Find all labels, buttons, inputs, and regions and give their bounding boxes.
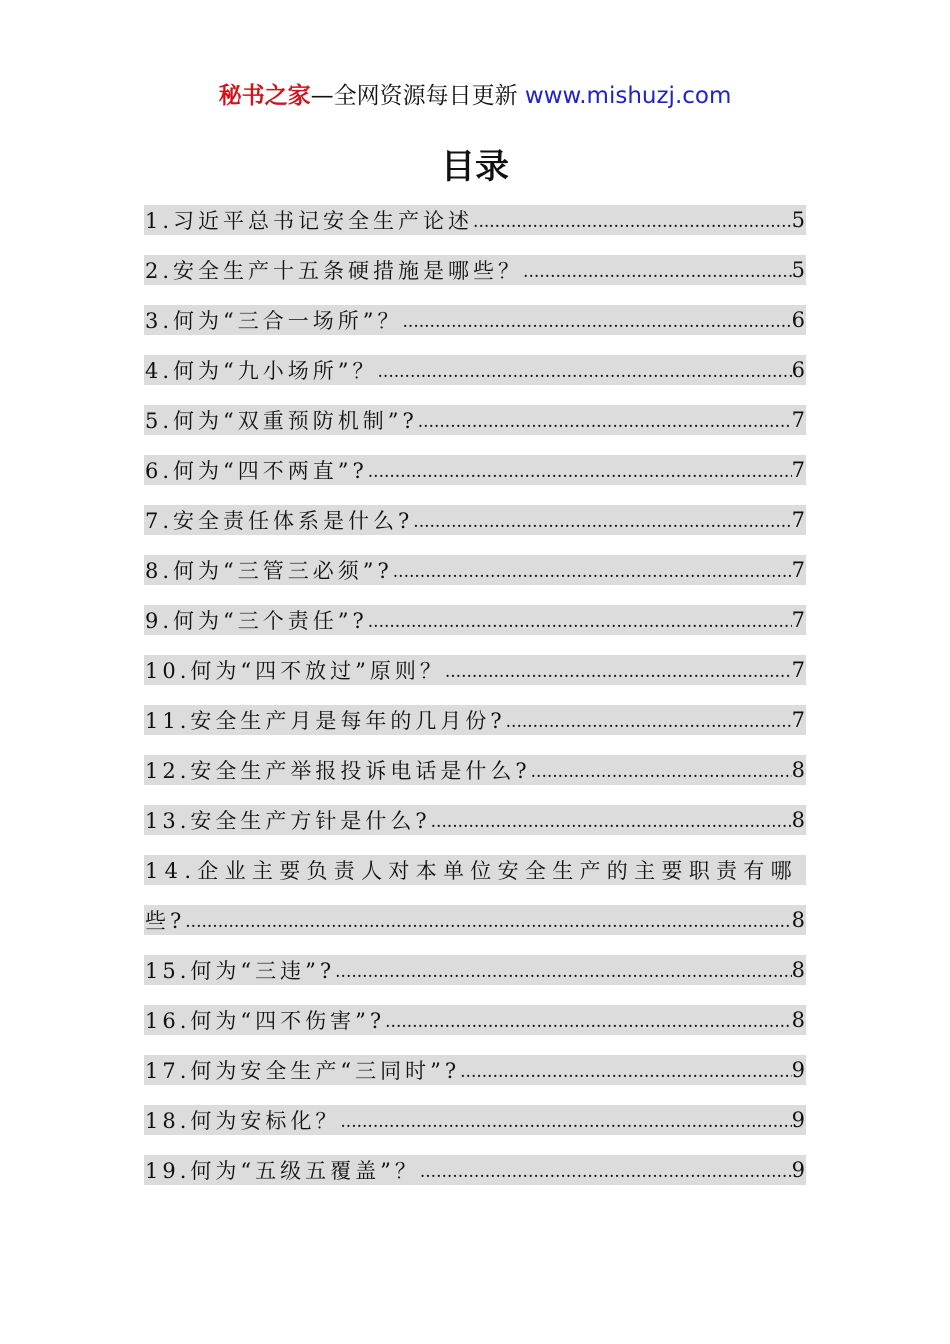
toc-entry[interactable]: [144, 255, 806, 285]
toc-entry[interactable]: [144, 205, 806, 235]
table-of-contents: [144, 205, 806, 1205]
toc-leader: [403, 308, 792, 332]
toc-entry[interactable]: [144, 1105, 806, 1135]
toc-entry-text: 10.何为“四不放过”原则？: [145, 659, 445, 683]
toc-entry[interactable]: [144, 455, 806, 485]
toc-entry-text: 些?: [145, 909, 186, 933]
toc-entry-text: 7.安全责任体系是什么?: [145, 509, 414, 533]
toc-entry[interactable]: [144, 805, 806, 835]
toc-entry-text: 11.安全生产月是每年的几月份?: [145, 709, 506, 733]
toc-entry[interactable]: [144, 555, 806, 585]
toc-entry-text: 14.企业主要负责人对本单位安全生产的主要职责有哪: [145, 859, 798, 883]
toc-entry-text: 13.安全生产方针是什么?: [145, 809, 431, 833]
toc-entry-text: 18.何为安标化？: [145, 1109, 341, 1133]
toc-entry-text: 9.何为“三个责任”?: [145, 609, 368, 633]
toc-page-number: 8: [791, 808, 805, 832]
toc-page-number: 9: [791, 1158, 805, 1182]
toc-page-number: 7: [791, 658, 805, 682]
toc-page-number: 5: [791, 208, 805, 232]
toc-entry-text: 19.何为“五级五覆盖”？: [145, 1159, 420, 1183]
toc-entry[interactable]: [144, 505, 806, 535]
toc-entry-text: 16.何为“四不伤害”?: [145, 1009, 386, 1033]
toc-page-number: 9: [791, 1058, 805, 1082]
toc-entry-text: 2.安全生产十五条硬措施是哪些？: [145, 259, 524, 283]
toc-page-number: 6: [791, 308, 805, 332]
toc-page-number: 8: [791, 958, 805, 982]
toc-page-number: 5: [791, 258, 805, 282]
toc-entry-text: 4.何为“九小场所”？: [145, 359, 378, 383]
toc-leader: [523, 258, 792, 282]
toc-leader: [473, 208, 792, 232]
toc-page-number: 7: [791, 558, 805, 582]
toc-leader: [378, 358, 792, 382]
toc-entry-text: 6.何为“四不两直”?: [145, 459, 368, 483]
toc-page-number: 7: [791, 508, 805, 532]
toc-entry[interactable]: [144, 955, 806, 985]
toc-entry-text: 8.何为“三管三必须”?: [145, 559, 393, 583]
toc-leader: [185, 908, 791, 932]
toc-leader: [460, 1058, 791, 1082]
toc-leader: [420, 1158, 792, 1182]
toc-leader: [445, 658, 792, 682]
toc-entry[interactable]: [144, 705, 806, 735]
toc-entry-text: 3.何为“三合一场所”？: [145, 309, 403, 333]
toc-entry[interactable]: [144, 1055, 806, 1085]
toc-entry[interactable]: [144, 755, 806, 785]
toc-page-number: 7: [791, 608, 805, 632]
toc-leader: [418, 408, 792, 432]
toc-leader: [340, 1108, 791, 1132]
toc-leader: [506, 708, 792, 732]
header-tagline: 全网资源每日更新: [333, 83, 518, 109]
toc-entry-text: 15.何为“三违”?: [145, 959, 336, 983]
toc-entry-text: 5.何为“双重预防机制”?: [145, 409, 418, 433]
toc-entry[interactable]: [144, 405, 806, 435]
header-dash: —: [310, 83, 334, 109]
toc-entry[interactable]: [144, 1005, 806, 1035]
toc-entry[interactable]: [144, 855, 806, 885]
toc-entry[interactable]: [144, 1155, 806, 1185]
toc-entry[interactable]: [144, 605, 806, 635]
brand-name: 秘书之家: [218, 83, 311, 109]
toc-page-number: 7: [791, 458, 805, 482]
toc-leader: [385, 1008, 791, 1032]
page-title: 目录: [441, 147, 509, 187]
toc-leader: [531, 758, 792, 782]
toc-leader: [368, 608, 792, 632]
toc-page-number: 8: [791, 908, 805, 932]
toc-leader: [413, 508, 791, 532]
toc-entry-text: 1.习近平总书记安全生产论述: [145, 209, 474, 233]
toc-page-number: 8: [791, 758, 805, 782]
toc-leader: [335, 958, 791, 982]
toc-leader: [393, 558, 792, 582]
toc-entry[interactable]: [144, 655, 806, 685]
toc-entry-continuation[interactable]: [144, 905, 806, 935]
toc-page-number: 9: [791, 1108, 805, 1132]
toc-page-number: 7: [791, 708, 805, 732]
toc-page-number: 8: [791, 1008, 805, 1032]
toc-entry-text: 12.安全生产举报投诉电话是什么?: [145, 759, 531, 783]
toc-leader: [368, 458, 792, 482]
toc-leader: [431, 808, 792, 832]
toc-page-number: 7: [791, 408, 805, 432]
site-header: [0, 80, 950, 112]
toc-page-number: 6: [791, 358, 805, 382]
toc-entry[interactable]: [144, 355, 806, 385]
toc-entry[interactable]: [144, 305, 806, 335]
site-url-link[interactable]: www.mishuzj.com: [524, 83, 732, 109]
toc-entry-text: 17.何为安全生产“三同时”?: [145, 1059, 461, 1083]
